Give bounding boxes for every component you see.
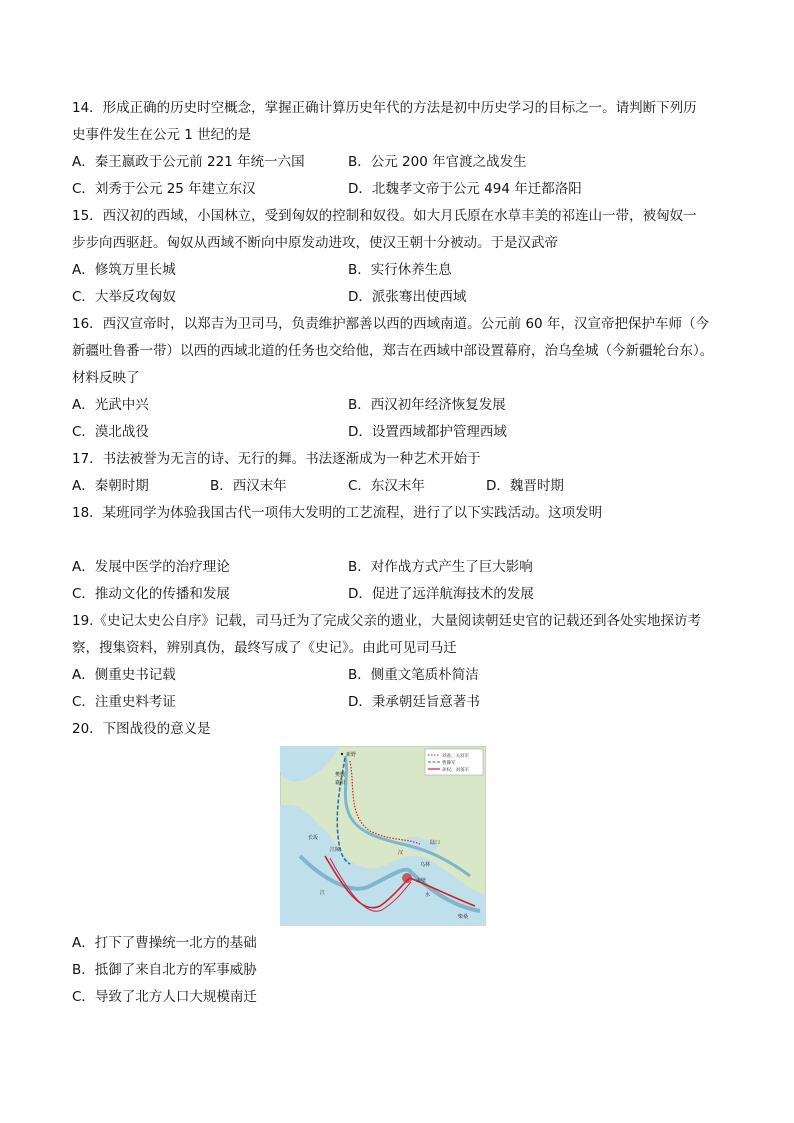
q20-option-c: C．导致了北方人口大规模南迁 [72, 989, 257, 1005]
q14-stem-line2: 史事件发生在公元 1 世纪的是 [72, 127, 252, 143]
q16-option-c: C．漠北战役 [72, 424, 149, 440]
place-xiangyang: 襄阳 [335, 780, 346, 786]
q15-option-a: A．修筑万里长城 [72, 262, 176, 278]
q17-option-c: C．东汉末年 [348, 478, 425, 494]
legend-label-2: 曹操军 [442, 761, 456, 766]
q18-option-c: C．推动文化的传播和发展 [72, 586, 230, 602]
q20-option-a: A．打下了曹操统一北方的基础 [72, 935, 257, 951]
q18-stem: 18．某班同学为体验我国古代一项伟大发明的工艺流程，进行了以下实践活动。这项发明 [72, 505, 603, 521]
q17-stem: 17．书法被誉为无言的诗、无行的舞。书法逐渐成为一种艺术开始于 [72, 451, 481, 467]
q17-option-d: D．魏晋时期 [486, 478, 564, 494]
q16-option-b: B．西汉初年经济恢复发展 [348, 397, 506, 413]
q15-option-d: D．派张骞出使西域 [348, 289, 467, 305]
q15-option-c: C．大举反攻匈奴 [72, 289, 176, 305]
river-label-jiang: 江 [320, 890, 326, 896]
q18-option-d: D．促进了远洋航海技术的发展 [348, 586, 534, 602]
q19-option-c: C．注重史料考证 [72, 694, 176, 710]
battle-marker [402, 873, 412, 883]
q17-option-b: B．西汉末年 [210, 478, 287, 494]
q16-option-d: D．设置西域都护管理西域 [348, 424, 507, 440]
place-chaisang: 柴桑 [458, 914, 469, 920]
q15-stem-line1: 15．西汉初的西域，小国林立，受到匈奴的控制和奴役。如大月氏原在水草丰美的祁连山一带，被匈奴一 [72, 208, 697, 224]
q17-option-a: A．秦朝时期 [72, 478, 149, 494]
q14-option-b: B．公元 200 年官渡之战发生 [348, 154, 527, 170]
q14-option-c: C．刘秀于公元 25 年建立东汉 [72, 181, 256, 197]
q15-stem-line2: 步步向西驱赶。匈奴从西域不断向中原发动进攻，使汉王朝十分被动。于是汉武帝 [72, 235, 558, 251]
place-lukou: 陆口 [430, 840, 441, 846]
q20-stem: 20．下图战役的意义是 [72, 721, 211, 737]
q19-option-b: B．侧重文笔质朴简洁 [348, 667, 479, 683]
q14-option-a: A．秦王嬴政于公元前 221 年统一六国 [72, 154, 305, 170]
place-wulin: 乌林 [420, 862, 431, 868]
q16-stem-line2: 新疆吐鲁番一带）以西的西域北道的任务也交给他，郑吉在西域中部设置幕府，治乌垒城（今新疆轮台东）。 [72, 343, 714, 359]
q14-option-d: D．北魏孝文帝于公元 494 年迁都洛阳 [348, 181, 582, 197]
q20-option-b: B．抵御了来自北方的军事威胁 [72, 962, 257, 978]
q18-option-b: B．对作战方式产生了巨大影响 [348, 559, 533, 575]
q15-option-b: B．实行休养生息 [348, 262, 452, 278]
q19-option-a: A．侧重史书记载 [72, 667, 176, 683]
place-changban: 长坂 [308, 835, 319, 841]
river-label-han: 汉 [398, 850, 404, 856]
q19-option-d: D．秉承朝廷旨意著书 [348, 694, 480, 710]
q18-option-a: A．发展中医学的治疗理论 [72, 559, 230, 575]
legend-label-1: 刘备、关羽军 [442, 754, 469, 759]
place-fancheng: 樊城 [335, 772, 346, 778]
q14-stem-line1: 14．形成正确的历史时空概念，掌握正确计算历史年代的方法是初中历史学习的目标之一。请判断下列历 [72, 100, 697, 116]
q16-stem-line1: 16．西汉宣帝时，以郑吉为卫司马，负责维护鄯善以西的西域南道。公元前 60 年，汉宣帝把保护车师（今 [72, 316, 709, 332]
place-chibi: 赤壁 [416, 878, 427, 884]
q19-stem-line2: 察，搜集资料，辨别真伪，最终写成了《史记》。由此可见司马迁 [72, 640, 457, 656]
q16-option-a: A．光武中兴 [72, 397, 149, 413]
q16-stem-line3: 材料反映了 [72, 370, 140, 386]
river-label-shui: 水 [425, 892, 431, 898]
battle-map-svg [280, 746, 486, 926]
battle-map [280, 746, 486, 926]
place-xinye: 新野 [346, 752, 357, 758]
legend-label-3: 孙权、刘备军 [442, 768, 469, 773]
q19-stem-line1: 19.《史记太史公自序》记载，司马迁为了完成父亲的遗业，大量阅读朝廷史官的记载还到各处实地探访考 [72, 613, 701, 629]
place-dot-xinye [341, 753, 343, 755]
place-jiangling: 江陵 [330, 847, 341, 853]
